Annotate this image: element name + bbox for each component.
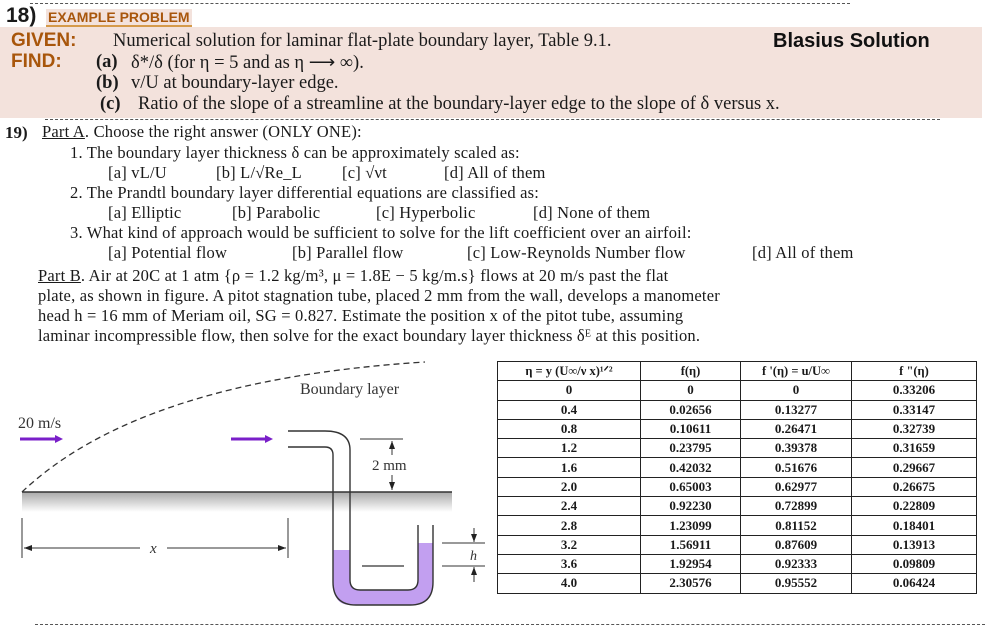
velocity-label: 20 m/s	[18, 415, 62, 432]
table-row	[498, 458, 977, 477]
question-2: 2. The Prandtl boundary layer differential equations are classified as:	[70, 183, 540, 202]
part-a-text: . Choose the right answer (ONLY ONE):	[84, 122, 362, 141]
h-label: h	[470, 549, 477, 564]
table-cell: 1.2	[498, 439, 641, 458]
table-cell: 0.42032	[641, 458, 741, 477]
problem-number-18: 18)	[6, 4, 37, 27]
table-row	[498, 516, 977, 535]
find-text-b: v/U at boundary-layer edge.	[131, 73, 339, 93]
table-cell: 1.6	[498, 458, 641, 477]
table-cell: 0.32739	[852, 419, 977, 438]
table-row	[498, 574, 977, 593]
q1-option-d: [d] All of them	[444, 163, 546, 182]
table-cell: 0	[498, 381, 641, 400]
find-tag-a: (a)	[96, 52, 118, 72]
table-cell: 0.81152	[741, 516, 852, 535]
table-cell: 0.26675	[852, 477, 977, 496]
find-text-a: δ*/δ (for η = 5 and as η ⟶ ∞).	[131, 53, 364, 73]
table-row	[498, 381, 977, 400]
q2-option-c: [c] Hyperbolic	[376, 203, 476, 222]
table-row	[498, 400, 977, 419]
table-cell: 0.87609	[741, 535, 852, 554]
table-cell: 0.31659	[852, 439, 977, 458]
flow-arrow-icon	[231, 435, 273, 443]
table-cell: 0.06424	[852, 574, 977, 593]
col-header-eta: η = y (U∞/ν x)¹ᐟ²	[498, 362, 641, 381]
part-a-label: Part A	[42, 122, 85, 141]
table-row	[498, 439, 977, 458]
table-cell: 0.95552	[741, 574, 852, 593]
table-row	[498, 497, 977, 516]
table-cell: 1.23099	[641, 516, 741, 535]
table-cell: 0.13913	[852, 535, 977, 554]
table-cell: 2.30576	[641, 574, 741, 593]
pitot-tube-figure	[0, 350, 490, 610]
table-cell: 0.72899	[741, 497, 852, 516]
table-cell: 0.33147	[852, 400, 977, 419]
table-cell: 0.29667	[852, 458, 977, 477]
col-header-fprime: f '(η) = u/U∞	[741, 362, 852, 381]
table-cell: 0.33206	[852, 381, 977, 400]
table-cell: 0.18401	[852, 516, 977, 535]
divider	[35, 624, 985, 625]
q3-option-d: [d] All of them	[752, 243, 854, 262]
problem-number-19: 19)	[5, 123, 28, 142]
table-row	[498, 554, 977, 573]
q2-option-b: [b] Parabolic	[232, 203, 321, 222]
find-tag-c: (c)	[100, 94, 121, 114]
table-cell: 0.65003	[641, 477, 741, 496]
part-b-label: Part B	[38, 266, 81, 285]
q3-option-c: [c] Low-Reynolds Number flow	[467, 243, 686, 262]
col-header-f: f(η)	[641, 362, 741, 381]
find-tag-b: (b)	[96, 73, 119, 93]
table-cell: 1.56911	[641, 535, 741, 554]
q1-option-b: [b] L/√Re_L	[216, 163, 302, 182]
table-cell: 0.39378	[741, 439, 852, 458]
given-text: Numerical solution for laminar flat-plate boundary layer, Table 9.1.	[113, 31, 612, 51]
flow-arrow-icon	[20, 435, 63, 443]
table-cell: 1.92954	[641, 554, 741, 573]
table-cell: 0.8	[498, 419, 641, 438]
boundary-layer-label: Boundary layer	[300, 381, 400, 398]
gap-label: 2 mm	[372, 458, 407, 474]
table-cell: 2.8	[498, 516, 641, 535]
table-cell: 0.26471	[741, 419, 852, 438]
table-cell: 0.23795	[641, 439, 741, 458]
blasius-table	[497, 361, 977, 594]
table-cell: 0.22809	[852, 497, 977, 516]
find-label: FIND:	[11, 51, 62, 72]
col-header-fdoubleprime: f "(η)	[852, 362, 977, 381]
given-label: GIVEN:	[11, 30, 77, 51]
part-b-line-4: laminar incompressible flow, then solve for the exact boundary layer thickness δᴱ at this position.	[38, 326, 701, 345]
table-cell: 0.02656	[641, 400, 741, 419]
given-bold: Blasius Solution	[773, 30, 930, 52]
example-title: EXAMPLE PROBLEM	[48, 9, 190, 25]
part-b-line-1: . Air at 20C at 1 atm {ρ = 1.2 kg/m³, μ = 1.8E − 5 kg/m.s} flows at 20 m/s past the flat	[80, 266, 669, 285]
question-3: 3. What kind of approach would be sufficient to solve for the lift coefficient over an airfoil:	[70, 223, 692, 242]
q2-option-a: [a] Elliptic	[108, 203, 182, 222]
table-cell: 0.92230	[641, 497, 741, 516]
table-cell: 3.2	[498, 535, 641, 554]
table-row	[498, 477, 977, 496]
table-row	[498, 535, 977, 554]
table-row	[498, 419, 977, 438]
table-cell: 4.0	[498, 574, 641, 593]
divider	[30, 3, 850, 4]
table-cell: 0.92333	[741, 554, 852, 573]
q1-option-c: [c] √νt	[342, 163, 387, 182]
table-cell: 0.10611	[641, 419, 741, 438]
table-cell: 0	[641, 381, 741, 400]
table-cell: 0.09809	[852, 554, 977, 573]
divider	[45, 119, 940, 120]
table-cell: 0	[741, 381, 852, 400]
q2-option-d: [d] None of them	[533, 203, 651, 222]
table-cell: 2.4	[498, 497, 641, 516]
q3-option-a: [a] Potential flow	[108, 243, 228, 262]
table-cell: 3.6	[498, 554, 641, 573]
table-cell: 0.13277	[741, 400, 852, 419]
q1-option-a: [a] vL/U	[108, 163, 167, 182]
table-cell: 0.51676	[741, 458, 852, 477]
find-text-c: Ratio of the slope of a streamline at the boundary-layer edge to the slope of δ versus x.	[138, 94, 780, 114]
part-b-line-3: head h = 16 mm of Meriam oil, SG = 0.827. Estimate the position x of the pitot tube, assuming	[38, 306, 684, 325]
table-cell: 0.4	[498, 400, 641, 419]
question-1: 1. The boundary layer thickness δ can be approximately scaled as:	[70, 143, 520, 162]
x-label: x	[150, 541, 157, 557]
flat-plate	[22, 492, 452, 512]
table-cell: 0.62977	[741, 477, 852, 496]
q3-option-b: [b] Parallel flow	[292, 243, 404, 262]
table-cell: 2.0	[498, 477, 641, 496]
part-b-line-2: plate, as shown in figure. A pitot stagnation tube, placed 2 mm from the wall, develops a manometer	[38, 286, 720, 305]
